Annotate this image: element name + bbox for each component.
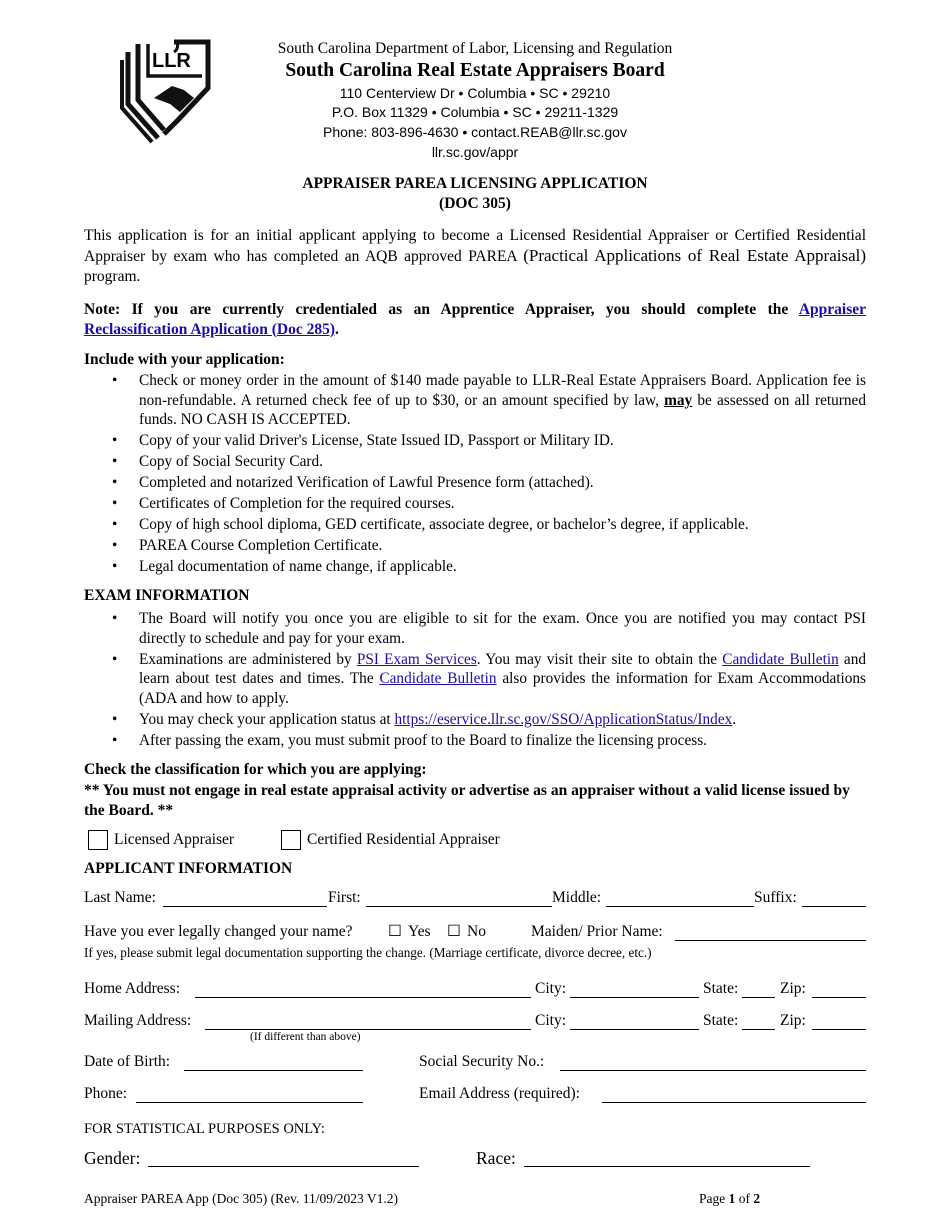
page-number: Page 1 of 2: [699, 1191, 761, 1206]
name-change-question: Have you ever legally changed your name?: [84, 923, 353, 940]
note-paragraph: [84, 300, 866, 339]
header-block: [245, 39, 705, 162]
if-different-note: (If different than above): [250, 1031, 361, 1043]
list-item: • PAREA Course Completion Certificate.: [84, 536, 866, 556]
home-state-field[interactable]: [742, 997, 775, 998]
first-name-field[interactable]: [366, 906, 552, 907]
website: llr.sc.gov/appr: [431, 144, 519, 160]
note-text: Note: If you are currently credentialed as an Apprentice Appraiser, you should complete the: [84, 301, 789, 318]
title-line-1: APPRAISER PAREA LICENSING APPLICATION: [302, 175, 648, 192]
board-name: South Carolina Real Estate Appraisers Board: [285, 60, 665, 81]
intro-text: This application is for an initial applicant applying to become a Licensed Residential Appraiser or Certified Residential Appraiser by exam who has completed an AQB approved PAREA: [84, 227, 866, 265]
ssn-label: Social Security No.:: [419, 1053, 545, 1070]
list-item: • Copy of high school diploma, GED certificate, associate degree, or bachelor’s degree, if applicable.: [84, 515, 866, 535]
middle-name-label: Middle:: [552, 889, 602, 906]
mailing-state-field[interactable]: [742, 1029, 775, 1030]
intro-parea: (Practical Applications of Real Estate Appraisal): [523, 246, 867, 265]
phone-field[interactable]: [136, 1102, 363, 1103]
certified-residential-label: Certified Residential Appraiser: [307, 831, 500, 848]
maiden-name-field[interactable]: [675, 940, 866, 941]
mailing-address-field[interactable]: [205, 1029, 531, 1030]
note-end: .: [335, 320, 339, 338]
home-address-field[interactable]: [195, 997, 531, 998]
home-zip-field[interactable]: [812, 997, 866, 998]
footer-doc-id: Appraiser PAREA App (Doc 305) (Rev. 11/09/2023 V1.2): [84, 1191, 398, 1206]
dob-field[interactable]: [184, 1070, 363, 1071]
maiden-name-label: Maiden/ Prior Name:: [531, 923, 663, 940]
mailing-city-field[interactable]: [570, 1029, 699, 1030]
no-checkbox[interactable]: ☐: [447, 923, 461, 940]
psi-exam-services-link[interactable]: PSI Exam Services: [356, 650, 477, 668]
name-change-note: If yes, please submit legal documentation supporting the change. (Marriage certificate, divorce decree, etc.): [84, 945, 652, 960]
reclassification-link[interactable]: Appraiser Reclassification Application (Doc 285): [84, 301, 866, 338]
race-field[interactable]: [524, 1166, 810, 1167]
middle-name-field[interactable]: [606, 906, 754, 907]
no-label: No: [467, 923, 486, 940]
email-field[interactable]: [602, 1102, 866, 1103]
gender-label: Gender:: [84, 1148, 141, 1168]
yes-checkbox[interactable]: ☐: [388, 923, 402, 940]
list-item: • Examinations are administered by PSI Exam Services. You may visit their site to obtain the Candidate Bulletin and learn about test dates and times. The Candidate Bulletin also provides the information for Exam Accommodations (ADA and how to apply.: [84, 650, 866, 709]
statistical-note: FOR STATISTICAL PURPOSES ONLY:: [84, 1121, 325, 1137]
applicant-heading: APPLICANT INFORMATION: [84, 860, 293, 877]
home-city-label: City:: [535, 980, 567, 997]
address-line-2: P.O. Box 11329 • Columbia • SC • 29211-1329: [331, 104, 619, 120]
mailing-zip-label: Zip:: [780, 1012, 806, 1029]
list-item: • Certificates of Completion for the required courses.: [84, 494, 866, 514]
candidate-bulletin-link-2[interactable]: Candidate Bulletin: [379, 670, 497, 687]
list-item: • The Board will notify you once you are eligible to sit for the exam. Once you are notified you may contact PSI directly to schedule and pay for your exam.: [84, 609, 866, 648]
intro-paragraph: [84, 226, 866, 287]
race-label: Race:: [476, 1148, 516, 1168]
list-item: • Copy of Social Security Card.: [84, 452, 866, 472]
license-warning: ** You must not engage in real estate appraisal activity or advertise as an appraiser without a valid license issued by the Board. **: [84, 782, 850, 819]
dept-name: South Carolina Department of Labor, Licensing and Regulation: [277, 40, 673, 57]
home-state-label: State:: [703, 980, 739, 997]
certified-residential-checkbox[interactable]: [281, 830, 301, 850]
list-item: • Completed and notarized Verification of Lawful Presence form (attached).: [84, 473, 866, 493]
licensed-appraiser-label: Licensed Appraiser: [114, 831, 235, 848]
mailing-city-label: City:: [535, 1012, 567, 1029]
licensed-appraiser-checkbox[interactable]: [88, 830, 108, 850]
exam-list: [84, 609, 866, 752]
llr-logo: [118, 38, 214, 146]
yes-label: Yes: [408, 923, 431, 940]
title-line-2: (DOC 305): [439, 195, 511, 212]
gender-field[interactable]: [148, 1166, 419, 1167]
home-address-label: Home Address:: [84, 980, 181, 997]
list-item: • Copy of your valid Driver's License, State Issued ID, Passport or Military ID.: [84, 431, 866, 451]
candidate-bulletin-link[interactable]: Candidate Bulletin: [722, 650, 839, 668]
last-name-label: Last Name:: [84, 889, 156, 906]
exam-heading: EXAM INFORMATION: [84, 587, 250, 604]
include-list: [84, 371, 866, 578]
intro-end: program.: [84, 268, 141, 285]
first-name-label: First:: [328, 889, 361, 906]
phone-label: Phone:: [84, 1085, 128, 1102]
mailing-address-label: Mailing Address:: [84, 1012, 192, 1029]
logo-text: LLR: [152, 50, 191, 72]
home-zip-label: Zip:: [780, 980, 806, 997]
include-heading: Include with your application:: [84, 351, 285, 368]
ssn-field[interactable]: [560, 1070, 866, 1071]
list-item: • Legal documentation of name change, if applicable.: [84, 557, 866, 577]
email-label: Email Address (required):: [419, 1085, 580, 1102]
classification-heading: Check the classification for which you are applying:: [84, 761, 427, 778]
application-status-link[interactable]: https://eservice.llr.sc.gov/SSO/ApplicationStatus/Index: [394, 710, 733, 728]
list-item: • After passing the exam, you must submit proof to the Board to finalize the licensing process.: [84, 731, 866, 751]
last-name-field[interactable]: [163, 906, 327, 907]
address-line-1: 110 Centerview Dr • Columbia • SC • 29210: [339, 85, 611, 101]
suffix-label: Suffix:: [754, 889, 797, 906]
suffix-field[interactable]: [802, 906, 866, 907]
mailing-state-label: State:: [703, 1012, 739, 1029]
mailing-zip-field[interactable]: [812, 1029, 866, 1030]
list-item: • Check or money order in the amount of $140 made payable to LLR-Real Estate Appraisers Board. Application fee is non-refundable. A returned check fee of up to $30, or an amount specified by law, may be assessed on all returned funds. NO CASH IS ACCEPTED.: [84, 371, 866, 430]
document-title: [84, 174, 866, 214]
contact-phone: Phone: 803-896-4630 • contact.REAB@llr.sc.gov: [323, 124, 627, 140]
home-city-field[interactable]: [570, 997, 699, 998]
list-item: • You may check your application status at https://eservice.llr.sc.gov/SSO/ApplicationStatus/Index.: [84, 710, 866, 730]
dob-label: Date of Birth:: [84, 1053, 171, 1070]
